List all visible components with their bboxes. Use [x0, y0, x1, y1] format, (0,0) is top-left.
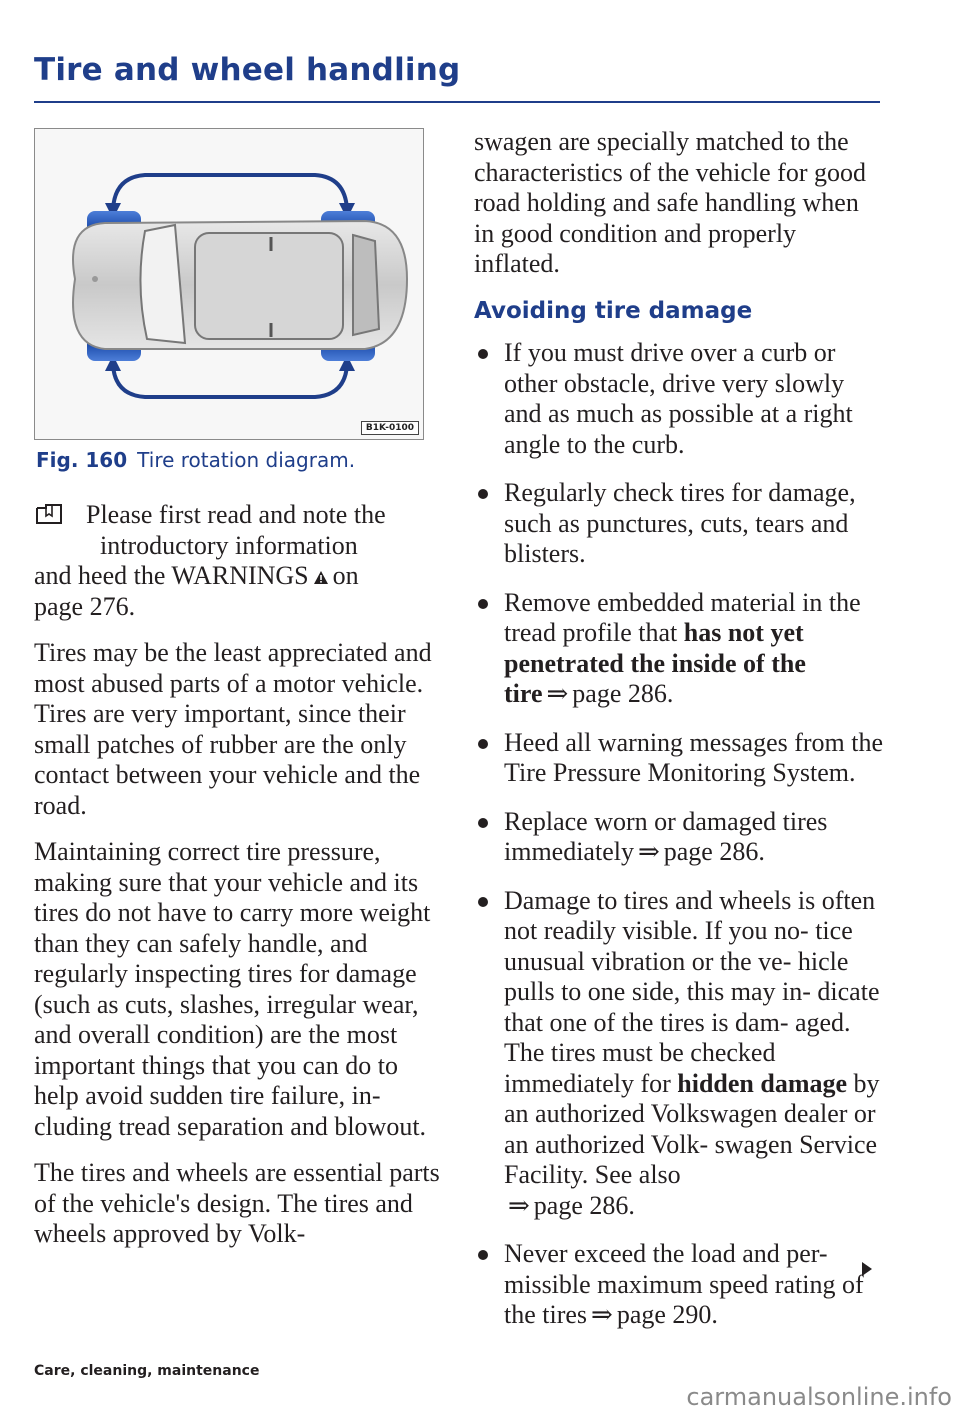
list-item [474, 728, 884, 789]
figure-caption-text: Tire rotation diagram. [137, 448, 356, 472]
bullet-text: Damage to tires and wheels is often not readily visible. If you no- tice unusual vibration or the ve- hicle pulls to one side, this may in- dicate that one of the tires is dam- aged. The tires must be checked immediately for [504, 885, 880, 1098]
list-item [474, 478, 884, 570]
continuation-paragraph: swagen are specially matched to the characteristics of the vehicle for good road holding and safe handling when in good condition and properly inflated. [474, 127, 866, 278]
note-line-1: Please first read and note the [86, 500, 386, 529]
page-ref-link[interactable]: page 286. [533, 1190, 635, 1220]
watermark: carmanualsonline.info [686, 1383, 952, 1411]
note-page-ref: page 276. [34, 591, 136, 621]
paragraph-3: The tires and wheels are essential parts of the vehicle's design. The tires and wheels approved by Volk- [34, 1158, 440, 1248]
figure-number: Fig. 160 [36, 448, 128, 472]
right-column [474, 127, 884, 1349]
list-item [474, 338, 884, 460]
bullet-text-cont: by an authorized Volkswagen dealer or an authorized Volk- swagen Service Facility. See also [504, 1068, 880, 1189]
list-item [474, 807, 884, 868]
arrow-glyph: ⇒ [591, 1300, 613, 1329]
bullet-dot [478, 897, 488, 907]
note-line-3-end: on [332, 561, 359, 590]
figure-code: B1K-0100 [361, 421, 419, 435]
note-line-2: introductory information [100, 530, 358, 560]
bullet-text: Never exceed the load and per- missible maximum speed rating of the tires [504, 1239, 864, 1329]
book-icon [34, 502, 64, 526]
figure-caption [36, 448, 355, 472]
bullet-text: Regularly check tires for damage, such as punctures, cuts, tears and blisters. [504, 478, 856, 568]
bullet-dot [478, 739, 488, 749]
bullet-text: Remove embedded material in the tread profile that [504, 587, 861, 647]
header-rule [34, 101, 880, 103]
bullet-text: Replace worn or damaged tires immediately [504, 806, 828, 866]
page-ref-link[interactable]: page 286. [572, 679, 674, 708]
section-heading: Avoiding tire damage [474, 297, 753, 324]
bullet-bold-text: has not yet penetrated the inside of the tire [504, 618, 806, 708]
bullet-dot [478, 818, 488, 828]
list-item [474, 886, 884, 1222]
arrow-glyph: ⇒ [546, 679, 569, 708]
list-item [474, 1239, 884, 1331]
arrow-glyph: ⇒ [637, 837, 660, 866]
bullet-text: If you must drive over a curb or other obstacle, drive very slowly and as much as possible at a right angle to the curb. [504, 338, 853, 459]
continue-arrow-icon [862, 1262, 872, 1276]
note-paragraph [34, 500, 444, 622]
left-column [34, 500, 444, 1266]
page-ref-link[interactable]: page 290. [616, 1300, 718, 1329]
list-item [474, 588, 884, 710]
bullet-dot [478, 489, 488, 499]
bullet-dot [478, 599, 488, 609]
bullet-dot [478, 1250, 488, 1260]
paragraph-1: Tires may be the least appreciated and most abused parts of a motor vehicle. Tires are very important, since their small patches of rubber are the only contact between your vehicle and the road. [34, 638, 432, 820]
page-title: Tire and wheel handling [34, 52, 461, 88]
bullet-text: Heed all warning messages from the Tire Pressure Monitoring System. [504, 727, 884, 787]
front-rotation-arrow [113, 175, 347, 209]
warning-triangle-icon [313, 570, 329, 585]
car-top-view-illustration [35, 129, 423, 439]
rear-rotation-arrow [113, 365, 347, 397]
bullet-dot [478, 349, 488, 359]
arrow-glyph: ⇒ [508, 1190, 530, 1220]
note-line-3-start: and heed the WARNINGS [34, 561, 309, 590]
paragraph-2: Maintaining correct tire pressure, making sure that your vehicle and its tires do not have to carry more weight than they can safely handle, and regularly inspecting tires for damage (such as cuts, slashes, irregular wear, and overall condition) are the most important things that you can do to help avoid sudden tire failure, in- cluding tread separation and blowout. [34, 837, 431, 1141]
footer-section-label: Care, cleaning, maintenance [34, 1363, 260, 1379]
page-ref-link[interactable]: page 286. [663, 837, 765, 866]
tire-rotation-figure [34, 128, 424, 440]
bullet-bold-text: hidden damage [677, 1068, 848, 1098]
